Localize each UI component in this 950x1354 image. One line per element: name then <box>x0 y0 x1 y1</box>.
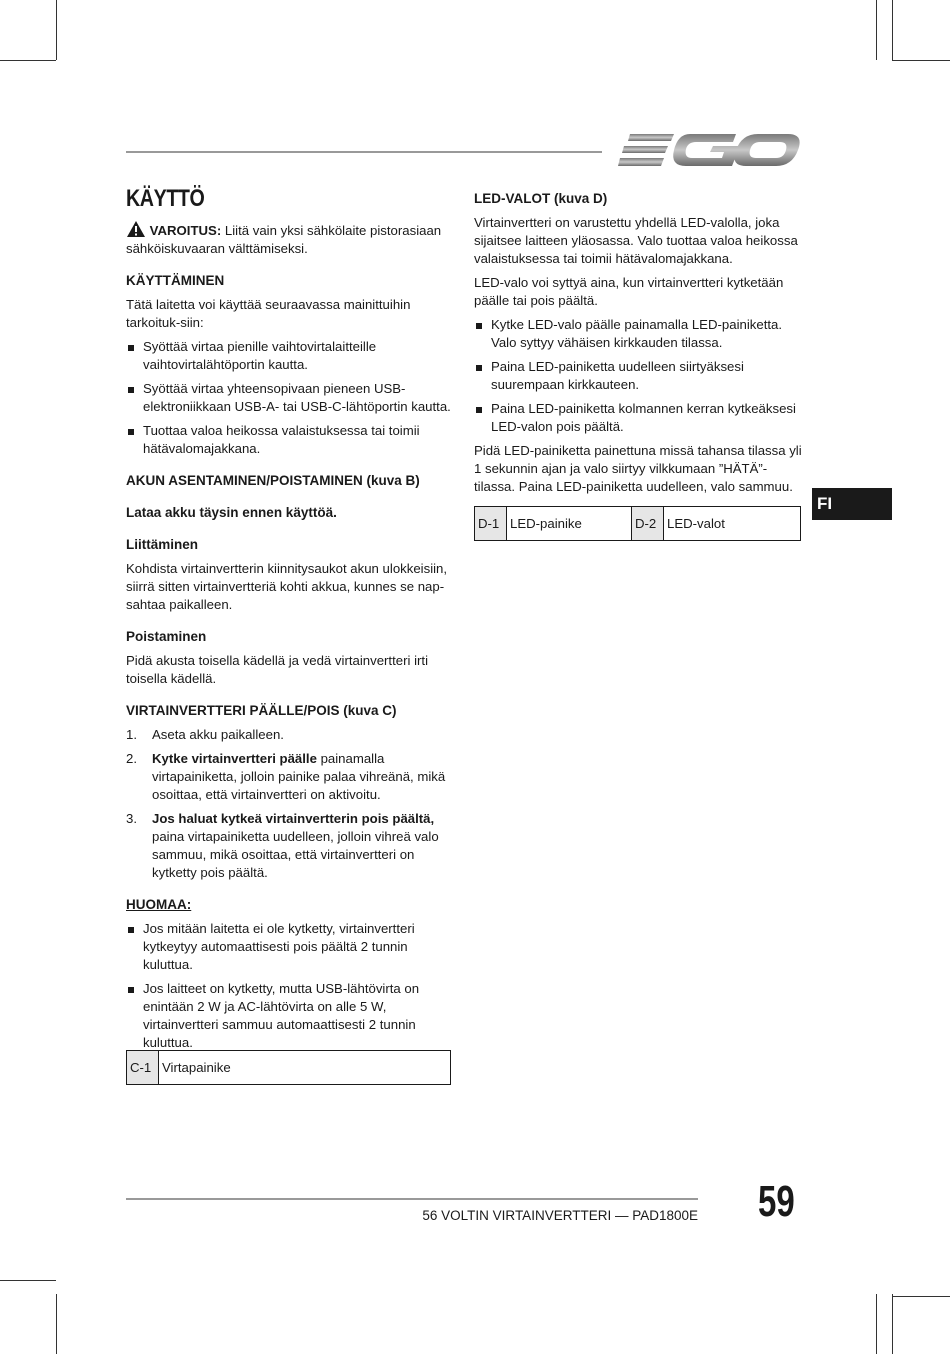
battery-heading: AKUN ASENTAMINEN/POISTAMINEN (kuva B) <box>126 473 420 488</box>
steps-list <box>126 726 454 882</box>
footer-title: 56 VOLTIN VIRTAINVERTTERI — PAD1800E <box>422 1208 698 1223</box>
page-number: 59 <box>758 1177 795 1226</box>
remove-text: Pidä akusta toisella kädellä ja vedä virtainvertteri irti toisella kädellä. <box>126 653 428 686</box>
list-item: Syöttää virtaa pienille vaihtovirtalaitteille vaihtovirtalähtöportin kautta. <box>126 338 454 374</box>
bullet-square-icon <box>128 987 134 993</box>
attach-text: Kohdista virtainvertterin kiinnitysaukot akun ulokkeisiin, siirrä sitten virtainvertteriä kohti akkua, kunnes se nap-sahtaa paikalleen. <box>126 561 448 612</box>
note-list <box>126 920 454 1052</box>
crop-mark <box>892 1294 893 1354</box>
usage-list <box>126 338 454 458</box>
note-heading: HUOMAA: <box>126 897 192 912</box>
usage-heading: KÄYTTÄMINEN <box>126 273 225 288</box>
list-item: Paina LED-painiketta kolmannen kerran kytkeäksesi LED-valon pois päältä. <box>474 400 804 436</box>
list-item: Kytke LED-valo päälle painamalla LED-painiketta. Valo syttyy vähäisen kirkkauden tilassa. <box>474 316 804 352</box>
table-label: LED-painike <box>507 507 632 541</box>
warning-text: Liitä vain yksi sähkölaite pistorasiaan sähköiskuvaaran välttämiseksi. <box>126 223 442 256</box>
warning-triangle-icon <box>126 220 146 238</box>
list-item: Jos laitteet on kytketty, mutta USB-lähtövirta on enintään 2 W ja AC-lähtövirta on alle 5 W, virtainvertteri sammuu automaattisesti 2 tunnin kuluttua. <box>126 980 454 1052</box>
crop-mark <box>56 1294 57 1354</box>
list-item: Jos mitään laitetta ei ole kytketty, virtainvertteri kytkeytyy automaattisesti pois päältä 2 tunnin kuluttua. <box>126 920 454 974</box>
reference-table-d <box>474 506 801 541</box>
ego-logo <box>618 128 800 172</box>
footer-rule <box>126 1198 698 1200</box>
table-row <box>475 507 801 541</box>
charge-note: Lataa akku täysin ennen käyttöä. <box>126 505 337 520</box>
attach-heading: Liittäminen <box>126 537 199 552</box>
warning-notice <box>126 220 454 258</box>
reference-table-c <box>126 1050 451 1085</box>
bullet-square-icon <box>476 365 482 371</box>
language-tab: FI <box>812 488 892 520</box>
list-item: 2. Kytke virtainvertteri päälle painamalla virtapainiketta, jolloin painike palaa vihreänä, mikä osoittaa, että virtainvertteri on aktivoitu. <box>126 751 446 802</box>
bullet-square-icon <box>128 387 134 393</box>
list-item: 3. Jos haluat kytkeä virtainvertterin pois päältä, paina virtapainiketta uudelleen, jolloin vihreä valo sammuu, mikä osoittaa, että virtainvertteri on kytketty pois päältä. <box>126 811 439 880</box>
crop-mark <box>892 0 893 60</box>
led-note: LED-valo voi syttyä aina, kun virtainvertteri kytketään päälle tai pois päältä. <box>474 275 784 308</box>
bullet-square-icon <box>128 429 134 435</box>
crop-mark <box>0 60 56 61</box>
crop-mark <box>892 1296 950 1297</box>
header-rule <box>126 151 602 153</box>
list-item: Tuottaa valoa heikossa valaistuksessa tai toimii hätävalomajakkana. <box>126 422 454 458</box>
table-label: LED-valot <box>664 507 801 541</box>
bullet-square-icon <box>476 407 482 413</box>
bullet-square-icon <box>476 323 482 329</box>
led-heading: LED-VALOT (kuva D) <box>474 191 608 206</box>
crop-mark <box>892 60 950 61</box>
bullet-square-icon <box>128 927 134 933</box>
crop-mark <box>876 1294 877 1354</box>
left-column <box>126 185 454 1058</box>
crop-mark <box>0 1280 56 1281</box>
table-label: Virtapainike <box>159 1051 451 1085</box>
table-row <box>127 1051 451 1085</box>
list-item: Syöttää virtaa yhteensopivaan pieneen USB-elektroniikkaan USB-A- tai USB-C-lähtöportin kautta. <box>126 380 454 416</box>
right-column <box>474 190 804 502</box>
led-intro: Virtainvertteri on varustettu yhdellä LED-valolla, joka sijaitsee laitteen yläosassa. Valo tuottaa valoa heikossa valaistuksessa tai toimii hätävalomajakkana. <box>474 215 798 266</box>
bullet-square-icon <box>128 345 134 351</box>
table-code: D-2 <box>632 507 664 541</box>
led-emergency: Pidä LED-painiketta painettuna missä tahansa tilassa yli 1 sekunnin ajan ja valo siirtyy vilkkumaan ”HÄTÄ”-tilassa. Paina LED-painiketta uudelleen, valo sammuu. <box>474 443 802 494</box>
usage-intro: Tätä laitetta voi käyttää seuraavassa mainittuihin tarkoituk-siin: <box>126 297 411 330</box>
table-code: D-1 <box>475 507 507 541</box>
remove-heading: Poistaminen <box>126 629 207 644</box>
crop-mark <box>56 0 57 60</box>
crop-mark <box>876 0 877 60</box>
page-title: KÄYTTÖ <box>126 185 205 212</box>
power-heading: VIRTAINVERTTERI PÄÄLLE/POIS (kuva C) <box>126 703 397 718</box>
led-list <box>474 316 804 436</box>
warning-label: VAROITUS: <box>149 223 222 238</box>
table-code: C-1 <box>127 1051 159 1085</box>
list-item: Paina LED-painiketta uudelleen siirtyäksesi suurempaan kirkkauteen. <box>474 358 804 394</box>
list-item: 1. Aseta akku paikalleen. <box>126 727 284 742</box>
